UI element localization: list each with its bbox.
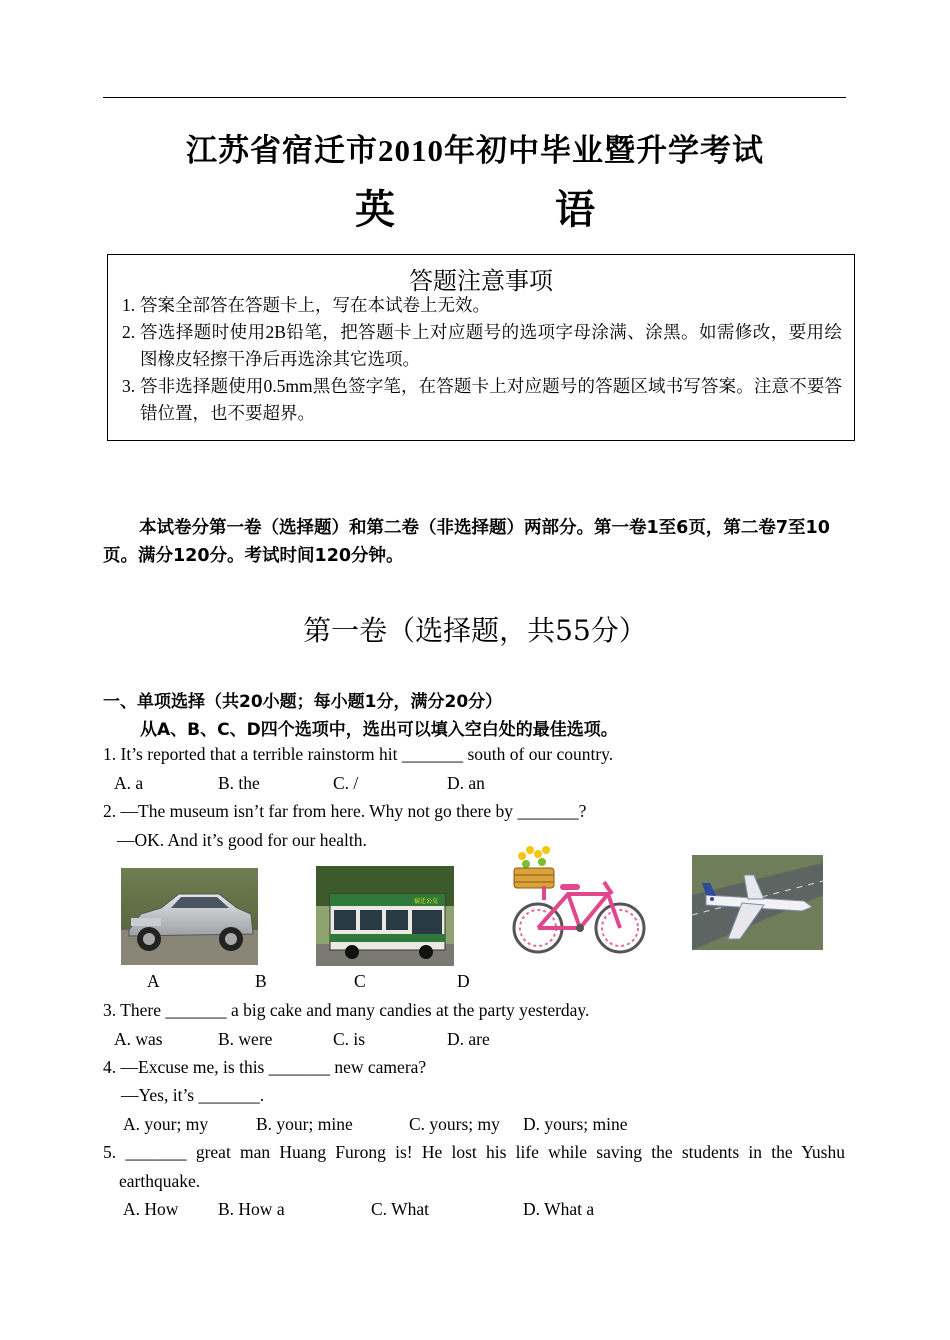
notice-item-text: 答案全部答在答题卡上，写在本试卷上无效。 bbox=[140, 295, 490, 315]
section-title: 第一卷（选择题，共55分） bbox=[303, 614, 647, 647]
top-rule bbox=[103, 97, 846, 98]
q1-option-c: C. / bbox=[333, 773, 359, 793]
q2-image-label-b: B bbox=[255, 971, 267, 991]
exam-intro: 本试卷分第一卷（选择题）和第二卷（非选择题）两部分。第一卷1至6页，第二卷7至10页。满分120分。考试时间120分钟。 bbox=[103, 518, 830, 566]
car-image bbox=[121, 868, 258, 965]
q1-option-d: D. an bbox=[447, 773, 485, 793]
question-4-response: —Yes, it’s _______. bbox=[121, 1085, 265, 1105]
bus-sign-text: 宿迁公交 bbox=[414, 898, 439, 905]
q1-option-b: B. the bbox=[218, 773, 260, 793]
exam-title: 江苏省宿迁市2010年初中毕业暨升学考试 bbox=[186, 133, 764, 168]
question-2-stem: 2. —The museum isn’t far from here. Why not go there by _______? bbox=[103, 801, 587, 821]
notice-item-num: 2. bbox=[122, 322, 136, 342]
q4-option-a: A. your; my bbox=[123, 1114, 209, 1134]
notice-item-text: 答选择题时使用2B铅笔，把答题卡上对应题号的选项字母涂满、涂黑。如需修改，要用绘图橡皮轻擦干净后再选涂其它选项。 bbox=[140, 322, 842, 369]
subject-char-right: 语 bbox=[555, 187, 595, 232]
notice-item bbox=[122, 319, 842, 373]
q3-option-c: C. is bbox=[333, 1029, 366, 1049]
q4-option-d: D. yours; mine bbox=[523, 1114, 628, 1134]
question-3-stem: 3. There _______ a big cake and many candies at the party yesterday. bbox=[103, 1000, 590, 1020]
part1-heading: 一、单项选择（共20小题；每小题1分，满分20分） bbox=[103, 692, 503, 712]
notice-item bbox=[122, 292, 842, 319]
question-5-stem: 5. _______ great man Huang Furong is! He lost his life while saving the students in the Yushu bbox=[103, 1142, 845, 1162]
bus-image bbox=[316, 866, 454, 966]
question-2-response: —OK. And it’s good for our health. bbox=[117, 830, 367, 850]
notice-item-num: 1. bbox=[122, 295, 136, 315]
q5-option-c: C. What bbox=[371, 1199, 430, 1219]
q2-image-label-c: C bbox=[354, 971, 366, 991]
q3-option-a: A. was bbox=[114, 1029, 163, 1049]
notice-title: 答题注意事项 bbox=[409, 267, 553, 295]
airplane-illustration bbox=[692, 855, 823, 950]
q5-option-b: B. How a bbox=[218, 1199, 285, 1219]
q2-image-label-d: D bbox=[457, 971, 470, 991]
car-illustration bbox=[121, 868, 258, 965]
part1-instruction: 从A、B、C、D四个选项中，选出可以填入空白处的最佳选项。 bbox=[140, 720, 618, 740]
airplane-image bbox=[692, 855, 823, 950]
question-4-stem: 4. —Excuse me, is this _______ new camera? bbox=[103, 1057, 427, 1077]
bus-illustration bbox=[316, 866, 454, 966]
notice-item-text: 答非选择题使用0.5mm黑色签字笔，在答题卡上对应题号的答题区域书写答案。注意不要答错位置，也不要超界。 bbox=[140, 376, 842, 423]
q4-option-c: C. yours; my bbox=[409, 1114, 500, 1134]
q3-option-d: D. are bbox=[447, 1029, 490, 1049]
q1-option-a: A. a bbox=[114, 773, 144, 793]
notice-item bbox=[122, 373, 842, 427]
question-1-stem: 1. It’s reported that a terrible rainstorm hit _______ south of our country. bbox=[103, 744, 614, 764]
bicycle-illustration bbox=[508, 842, 648, 958]
subject-char-left: 英 bbox=[355, 187, 395, 232]
bicycle-image bbox=[508, 842, 648, 958]
q5-option-d: D. What a bbox=[523, 1199, 595, 1219]
notice-box bbox=[107, 254, 855, 441]
q4-option-b: B. your; mine bbox=[256, 1114, 353, 1134]
subject-title bbox=[0, 178, 950, 235]
q5-option-a: A. How bbox=[123, 1199, 179, 1219]
question-5-stem-cont: earthquake. bbox=[119, 1171, 201, 1191]
q2-image-label-a: A bbox=[147, 971, 160, 991]
notice-item-num: 3. bbox=[122, 376, 136, 396]
q3-option-b: B. were bbox=[218, 1029, 273, 1049]
